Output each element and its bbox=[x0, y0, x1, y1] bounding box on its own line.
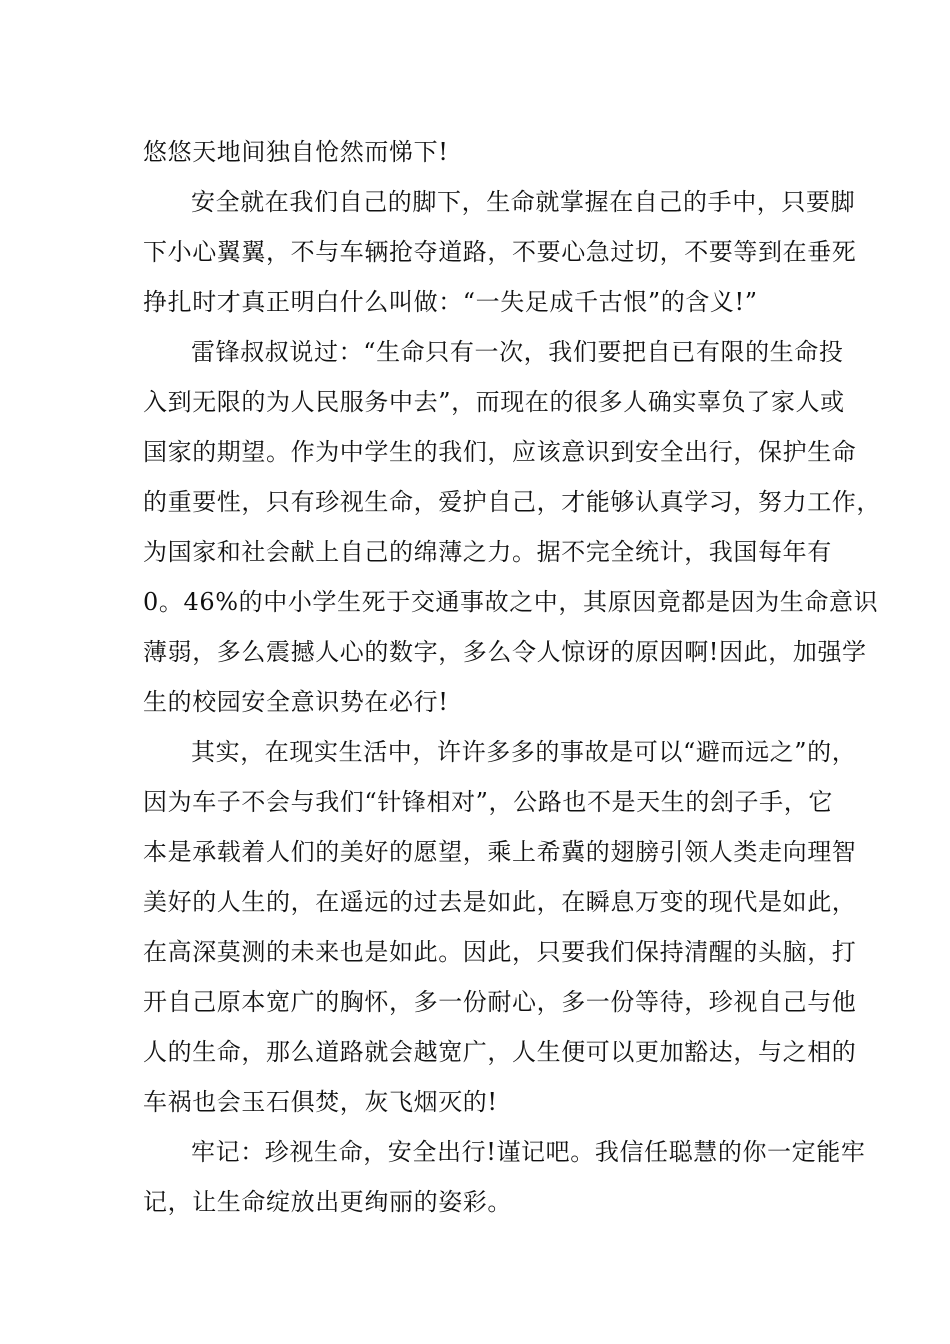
text-line: 生的校园安全意识势在必行! bbox=[143, 688, 449, 716]
text-line: 人的生命，那么道路就会越宽广，人生便可以更加豁达，与之相的 bbox=[143, 1038, 857, 1066]
text-line: 车祸也会玉石俱焚，灰飞烟灭的! bbox=[143, 1088, 498, 1116]
paragraph-first-line: 牢记：珍视生命，安全出行!谨记吧。我信任聪慧的你一定能牢 bbox=[191, 1138, 866, 1166]
text-line: 国家的期望。作为中学生的我们，应该意识到安全出行，保护生命 bbox=[143, 438, 857, 466]
text-line: 美好的人生的，在遥远的过去是如此，在瞬息万变的现代是如此， bbox=[143, 888, 857, 916]
text-line: 悠悠天地间独自怆然而悌下! bbox=[143, 138, 449, 166]
text-line: 挣扎时才真正明白什么叫做：“一失足成千古恨”的含义!” bbox=[143, 288, 758, 316]
text-line: 记，让生命绽放出更绚丽的姿彩。 bbox=[143, 1188, 512, 1216]
text-line: 薄弱，多么震撼人心的数字，多么令人惊讶的原因啊!因此，加强学 bbox=[143, 638, 867, 666]
text-line: 为国家和社会献上自己的绵薄之力。据不完全统计，我国每年有 bbox=[143, 538, 832, 566]
text-line: 开自己原本宽广的胸怀，多一份耐心，多一份等待，珍视自己与他 bbox=[143, 988, 857, 1016]
text-line: 的重要性，只有珍视生命，爱护自己，才能够认真学习，努力工作， bbox=[143, 488, 881, 516]
text-line: 下小心翼翼，不与车辆抢夺道路，不要心急过切，不要等到在垂死 bbox=[143, 238, 857, 266]
text-line: 0。46%的中小学生死于交通事故之中，其原因竟都是因为生命意识 bbox=[143, 588, 879, 616]
text-line: 在高深莫测的未来也是如此。因此，只要我们保持清醒的头脑，打 bbox=[143, 938, 857, 966]
text-line: 入到无限的为人民服务中去”，而现在的很多人确实辜负了家人或 bbox=[143, 388, 845, 416]
text-line: 本是承载着人们的美好的愿望，乘上希冀的翅膀引领人类走向理智 bbox=[143, 838, 857, 866]
paragraph-first-line: 其实，在现实生活中，许许多多的事故是可以“避而远之”的， bbox=[191, 738, 857, 766]
paragraph-first-line: 雷锋叔叔说过：“生命只有一次，我们要把自已有限的生命投 bbox=[191, 338, 844, 366]
paragraph-first-line: 安全就在我们自己的脚下，生命就掌握在自己的手中，只要脚 bbox=[191, 188, 856, 216]
text-line: 因为车子不会与我们“针锋相对”，公路也不是天生的刽子手，它 bbox=[143, 788, 833, 816]
